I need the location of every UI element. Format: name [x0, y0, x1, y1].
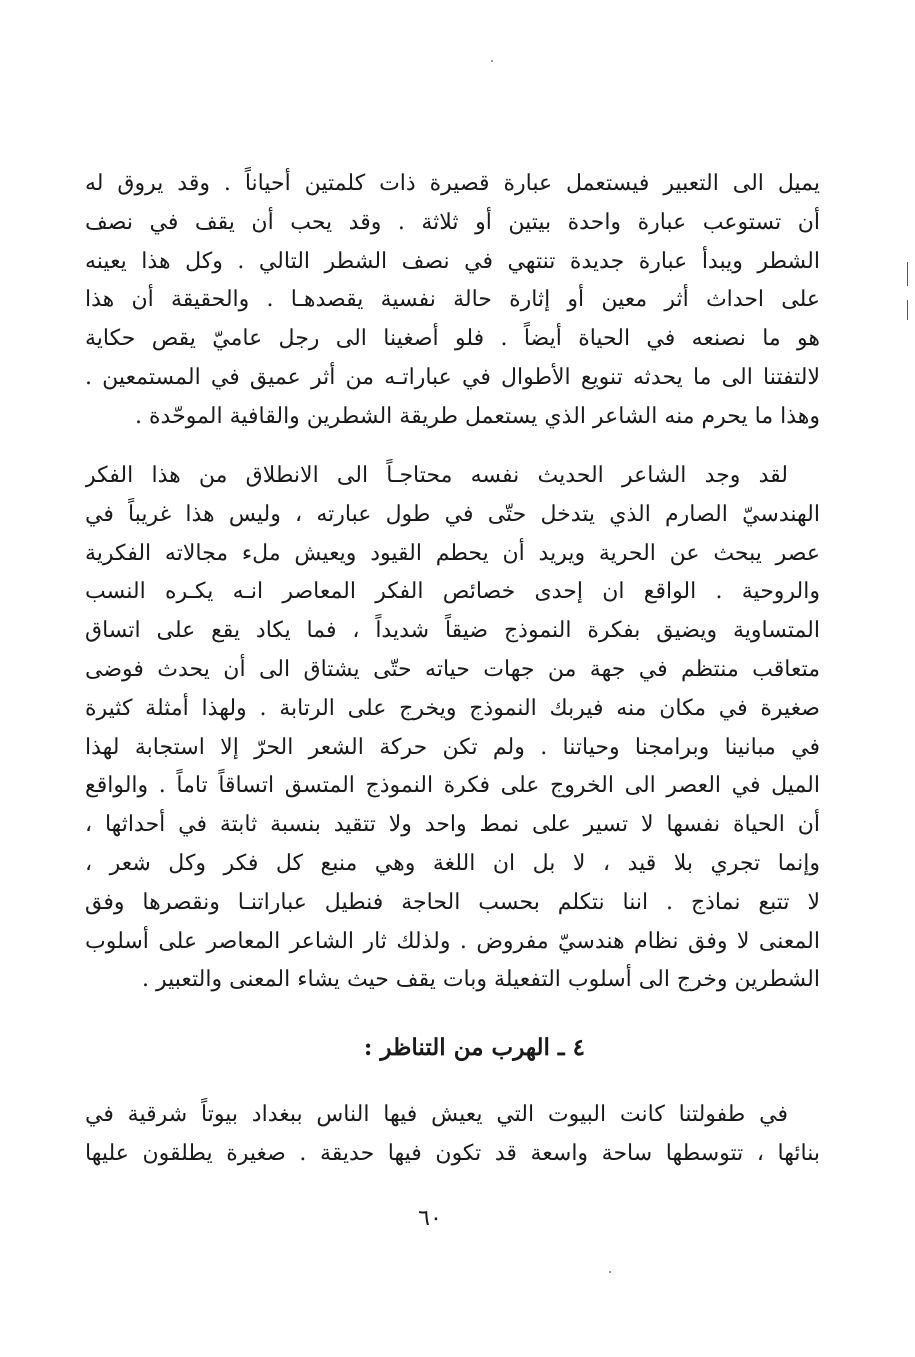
- section-heading: ٤ ـ الهرب من التناظر :: [363, 1034, 585, 1061]
- margin-mark: [907, 300, 908, 320]
- text-line: الشطرين وخرج الى أسلوب التفعيلة وبات يقف حيث يشاء المعنى والتعبير .: [141, 967, 820, 993]
- text-line: في مبانينا وبرامجنا وحياتنا . ولم تكن حركة الشعر الحرّ إلا استجابة لهذا: [85, 734, 820, 760]
- text-line: المعنى لا وفق نظام هندسيّ مفروض . ولذلك ثار الشاعر المعاصر على أسلوب: [85, 928, 820, 954]
- text-line: أن تستوعب عبارة واحدة بيتين أو ثلاثة . وقد يحب أن يقف في نصف: [85, 209, 820, 235]
- text-line: في طفولتنا كانت البيوت التي يعيش فيها الناس ببغداد بيوتاً شرقية في: [85, 1102, 788, 1127]
- scan-speck: [491, 60, 493, 62]
- text-line: الهندسيّ الصارم الذي يتدخل حتّى في طول عبارته ، وليس هذا غريباً في: [85, 501, 820, 527]
- text-line: عصر يبحث عن الحرية ويريد أن يحطم القيود ويعيش ملء مجالاته الفكرية: [85, 540, 820, 566]
- text-line: الشطر ويبدأ عبارة جديدة تنتهي في نصف الشطر التالي . وكل هذا يعينه: [85, 248, 820, 274]
- paragraph-1: [85, 165, 820, 437]
- paragraph-3: [85, 1096, 820, 1174]
- text-line: يميل الى التعبير فيستعمل عبارة قصيرة ذات كلمتين أحياناً . وقد يروق له: [85, 171, 820, 196]
- text-line: أن الحياة نفسها لا تسير على نمط واحد ولا تتقيد بنسبة ثابتة في أحداثها ،: [85, 812, 820, 838]
- paragraph-2: [85, 457, 820, 1000]
- text-line: متعاقب منتظم في جهة من جهات حياته حتّى يشتاق الى أن يحدث فوضى: [85, 656, 820, 682]
- text-line: على احداث أثر معين أو إثارة حالة نفسية يقصدهـا . والحقيقة أن هذا: [85, 287, 820, 313]
- text-line: بنائها ، تتوسطها ساحة واسعة قد تكون فيها حديقة . صغيرة يطلقون عليها: [85, 1140, 820, 1166]
- text-line: الميل في العصر الى الخروج على فكرة النموذج المتسق اتساقاً تاماً . والواقع: [85, 773, 820, 799]
- text-line: المتساوية ويضيق بفكرة النموذج ضيقاً شديداً ، فما يكاد يقع على اتساق: [85, 618, 820, 644]
- margin-mark: [907, 262, 908, 286]
- text-line: وإنما تجري بلا قيد ، لا بل ان اللغة وهي منبع كل فكر وكل شعر ،: [85, 850, 820, 876]
- text-line: هو ما نصنعه في الحياة أيضاً . فلو أصغينا الى رجل عاميّ يقص حكاية: [85, 326, 820, 352]
- scan-speck: [609, 1271, 611, 1273]
- text-line: لالتفتنا الى ما يحدثه تنويع الأطوال في عباراتـه من أثر عميق في المستمعين .: [85, 364, 820, 390]
- text-line: لا تتبع نماذج . اننا نتكلم بحسب الحاجة فنطيل عباراتنـا ونقصرها وفق: [85, 889, 820, 915]
- text-line: لقد وجد الشاعر الحديث نفسه محتاجـاً الى الانطلاق من هذا الفكر: [85, 463, 788, 488]
- text-line: والروحية . الواقع ان إحدى خصائص الفكر المعاصر انـه يكـره النسب: [85, 579, 820, 605]
- text-line: صغيرة في مكان منه فيربك النموذج ويخرج على الرتابة . ولهذا أمثلة كثيرة: [85, 695, 820, 721]
- page-number: ٦٠: [418, 1206, 442, 1231]
- text-line: وهذا ما يحرم منه الشاعر الذي يستعمل طريقة الشطرين والقافية الموحّدة .: [135, 403, 820, 429]
